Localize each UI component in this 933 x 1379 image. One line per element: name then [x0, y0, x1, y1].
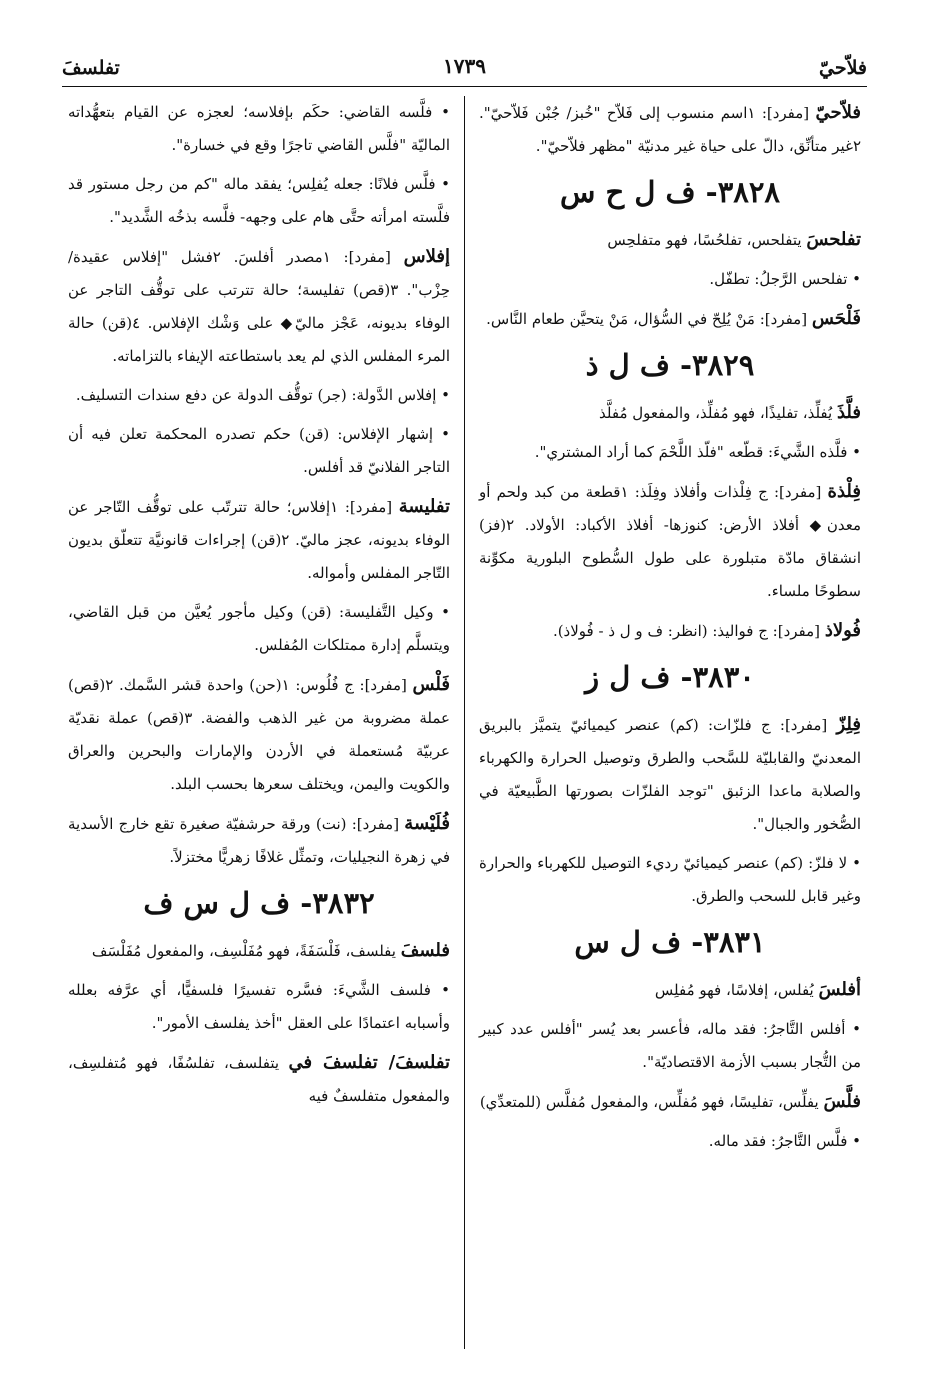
entry-headword: فلَّسَ: [823, 1091, 861, 1112]
dictionary-entry: [68, 96, 450, 162]
page-number: ١٧٣٩: [443, 54, 486, 78]
entry-headword: فلَّذَ: [836, 402, 861, 423]
dictionary-entry: [68, 974, 450, 1040]
entry-definition: • أفلس التَّاجرُ: فقد ماله، فأعسر بعد يُسر "أفلس عدد كبير من التُّجار بسبب الأزمة الاقتصاديّة".: [479, 1020, 861, 1071]
entry-definition: يُفلس، إفلاسًا، فهو مُفلِس: [654, 981, 814, 999]
entry-definition: يفلسف، فَلْسَفَةً، فهو مُفَلْسِف، والمفعول مُفَلْسَف: [91, 942, 396, 960]
dictionary-entry: [479, 614, 861, 648]
columns: [62, 96, 867, 1349]
dictionary-entry: [68, 1046, 450, 1113]
entry-definition: يتفلسف، تفلسُفًا، فهو مُتفلسِف، والمفعول متفلسفٌ فيه: [68, 1054, 450, 1105]
entry-definition: [مفرد]: ج فُلُوس: ١(حن) واحدة قشر السَّمك. ٢(قص) عملة مضروبة من غير الذهب والفضة. ٣(قص) عملة نقديّة عربيّة مُستعملة في الأردن والإمارات والبحرين والعراق والكويت واليمن، ويختلف سعرها بحسب البلد.: [68, 676, 450, 793]
entry-headword: فُلَيْسة: [404, 813, 450, 834]
entry-definition: يتفلحس، تفلحُسًا، فهو متفلحِس: [607, 231, 802, 249]
dictionary-entry: [479, 973, 861, 1007]
left-column: [62, 96, 456, 1349]
entry-headword: تفليسة: [398, 496, 450, 517]
dictionary-entry: [68, 668, 450, 801]
root-section-heading: ٣٨٢٨- ف ل ح س: [560, 175, 780, 209]
dictionary-entry: [479, 263, 861, 296]
dictionary-entry: [479, 475, 861, 608]
root-section-heading: ٣٨٣٠- ف ل ز: [585, 660, 755, 694]
root-section-heading: ٣٨٢٩- ف ل ذ: [585, 348, 755, 382]
right-column: [473, 96, 867, 1349]
dictionary-entry: [68, 418, 450, 484]
entry-headword: فِلِزّ: [836, 714, 861, 735]
dictionary-entry: [68, 240, 450, 373]
dictionary-entry: [479, 96, 861, 163]
entry-definition: [مفرد]: مَنْ يُلِحّ في السُّؤال، مَنْ يتحيَّن طعام النَّاس.: [486, 310, 808, 328]
dictionary-entry: [68, 596, 450, 662]
page-header: [62, 50, 867, 87]
entry-definition: • فلَّذه الشَّيءَ: قطّعه "فلّذ اللَّحْمَ كما أراد المشتري".: [534, 443, 861, 461]
entry-headword: فُولاذ: [824, 620, 861, 641]
root-section-heading: ٣٨٣١- ف ل س: [574, 925, 766, 959]
entry-headword: تفلحسَ: [806, 229, 861, 250]
entry-definition: [مفرد]: ١مصدر أفلسَ. ٢فشل "إفلاس عقيدة/ حِزْب". ٣(قص) تفليسة؛ حالة تترتب على توقُّف التاجر عن الوفاء بديونه، عَجْز ماليّ◆ على وَشْك الإفلاس. ٤(قن) حالة المرء المفلس الذي لم يعد باستطاعته الإيفاء بالتزاماته.: [68, 248, 450, 365]
header-right-guide-word: فلاّحيّ: [818, 57, 867, 79]
entry-headword: فَلْس: [412, 674, 450, 695]
root-section-heading: ٣٨٣٢- ف ل س ف: [143, 886, 375, 920]
entry-definition: • فلَّسه القاضي: حكَم بإفلاسه؛ لعجزه عن القيام بتعهُّداته الماليّة "فلَّس القاضي تاجرًا وقع في خسارة".: [68, 103, 450, 154]
entry-definition: [مفرد]: ج فواليذ: (انظر: ف و ل ذ - فُولاذ).: [552, 622, 821, 640]
header-left-guide-word: تفلسفَ: [62, 57, 120, 79]
entry-definition: [مفرد]: ١إفلاس؛ حالة تترتّب على توقُّف التّاجر عن الوفاء بديونه، عجز ماليّ. ٢(قن) إجراءات قانونيَّة تتعلّق بديون التّاجر المفلس وأمواله.: [68, 498, 450, 582]
entry-definition: • لا فلزّ: (كم) عنصر كيميائيّ رديء التوصيل للكهرباء والحرارة وغير قابل للسحب والطرق.: [479, 854, 861, 905]
dictionary-entry: [479, 396, 861, 430]
entry-definition: [مفرد]: ١اسم منسوب إلى فَلاّح "خُبز/ جُبْن فَلاّحيّ". ٢غير متأنِّق، دالّ على حياة غير مدنيّة "مظهر فلاّحيّ".: [479, 104, 861, 155]
entry-definition: • تفلحس الرَّجلُ: تطفّل.: [709, 270, 861, 288]
entry-headword: تفلسفَ/ تفلسفَ في: [288, 1052, 450, 1073]
entry-headword: إفلاس: [403, 246, 450, 267]
entry-definition: يُفلِّذ، تفليذًا، فهو مُفلِّذ، والمفعول مُفلَّذ: [599, 404, 833, 422]
entry-definition: يفلِّس، تفليسًا، فهو مُفلِّس، والمفعول مُفلَّس (للمتعدِّي): [479, 1093, 819, 1111]
entry-definition: • إشهار الإفلاس: (قن) حكم تصدره المحكمة تعلن فيه أن التاجر الفلانيّ قد أفلس.: [68, 425, 450, 476]
entry-definition: [مفرد]: ج فِلْذات وأفلاذ وفِلَذ: ١قطعة من كبد ولحم أو معدن◆ أفلاذ الأرض: كنوزها- أفلاذ الأكباد: الأولاد. ٢(فز) انشقاق مادّة متبلورة على طول السُّطوح البلورية مكوِّنة سطوحًا ملساء.: [479, 483, 861, 600]
entry-definition: • فلسف الشَّيءَ: فسَّره تفسيرًا فلسفيًّا، أي عرَّفه بعلله وأسبابه اعتمادًا على العقل "أخذ يفلسف الأمور".: [68, 981, 450, 1032]
dictionary-entry: [479, 708, 861, 841]
dictionary-entry: [479, 847, 861, 913]
dictionary-entry: [479, 302, 861, 336]
entry-headword: فِلْذة: [827, 481, 861, 502]
entry-headword: أفلسَ: [818, 979, 861, 1000]
dictionary-entry: [68, 807, 450, 874]
dictionary-entry: [479, 1125, 861, 1158]
dictionary-entry: [479, 1013, 861, 1079]
column-divider: [464, 96, 465, 1349]
dictionary-entry: [479, 1085, 861, 1119]
dictionary-entry: [479, 223, 861, 257]
entry-headword: فلاّحيّ: [815, 102, 861, 123]
dictionary-entry: [68, 168, 450, 234]
entry-definition: • فلَّس التَّاجرُ: فقد ماله.: [708, 1132, 861, 1150]
entry-definition: • فلَّس فلانًا: جعله يُفلِس؛ يفقد ماله "كم من رجل مستور قد فلَّسته امرأته حتَّى هام على وجهه- فلَّسه بذخُه الشَّديد".: [68, 175, 450, 226]
entry-definition: • وكيل التَّفليسة: (قن) وكيل مأجور يُعيَّن من قبل القاضي، ويتسلَّم إدارة ممتلكات المُفلس.: [68, 603, 450, 654]
entry-definition: [مفرد]: ج فلزّات: (كم) عنصر كيميائيّ يتميَّز بالبريق المعدنيّ والقابليّة للسَّحب والطرق وتوصيل الحرارة والكهرباء والصلابة ماعدا الزئبق "توجد الفلزّات بصورتها الطَّبيعيّة في الصُّخور والجبال".: [479, 716, 861, 833]
dictionary-entry: [68, 379, 450, 412]
dictionary-entry: [68, 490, 450, 590]
dictionary-entry: [479, 436, 861, 469]
entry-headword: فلسفَ: [400, 940, 450, 961]
entry-definition: [مفرد]: (نت) ورقة حرشفيّة صغيرة تقع خارج الأسدية في زهرة النجيليات، وتمثِّل غلافًا زهريًّا مختزلاً.: [68, 815, 450, 866]
entry-definition: • إفلاس الدَّولة: (جر) توقُّف الدولة عن دفع سندات التسليف.: [75, 386, 450, 404]
entry-headword: فَلْحَس: [811, 308, 861, 329]
dictionary-entry: [68, 934, 450, 968]
